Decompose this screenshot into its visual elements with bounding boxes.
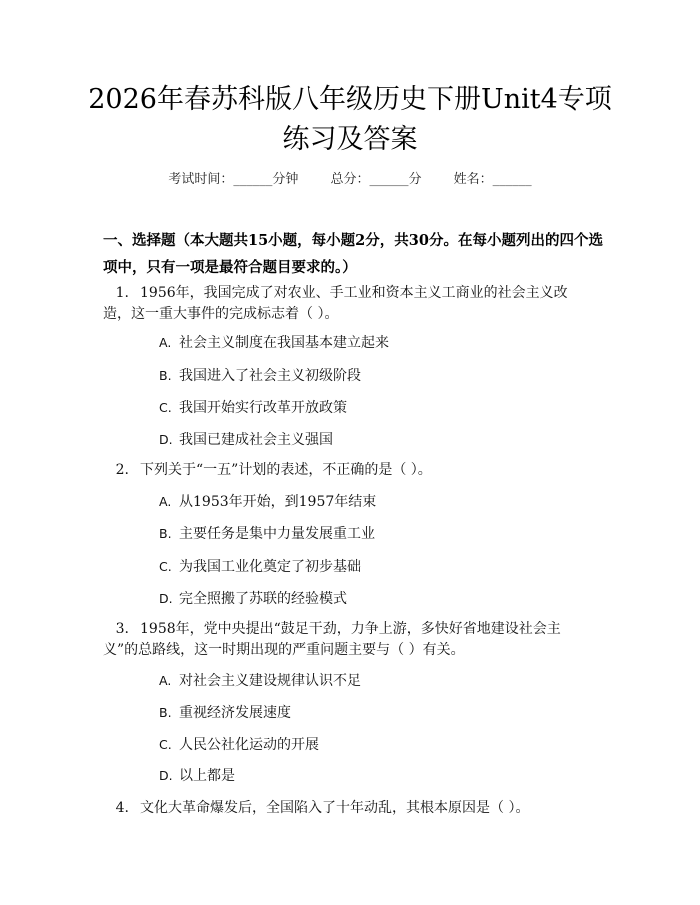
question-number: 3. xyxy=(115,621,129,637)
option-letter: A. xyxy=(159,673,172,688)
question-number: 1. xyxy=(115,285,129,301)
question-1-option-c xyxy=(159,398,347,418)
option-text: 完全照搬了苏联的经验模式 xyxy=(179,591,347,607)
option-letter: A. xyxy=(159,494,172,509)
option-text: 我国进入了社会主义初级阶段 xyxy=(179,368,361,384)
option-text: 社会主义制度在我国基本建立起来 xyxy=(179,335,389,351)
exam-time-field: 考试时间：______分钟 xyxy=(168,172,299,187)
question-number: 4. xyxy=(115,800,129,816)
option-text: 对社会主义建设规律认识不足 xyxy=(179,673,361,689)
section-heading-line-2: 项中，只有一项是最符合题目要求的。） xyxy=(103,259,357,276)
option-text: 从1953年开始，到1957年结束 xyxy=(179,494,377,510)
option-text: 以上都是 xyxy=(179,768,235,784)
title-line-1: 2026年春苏科版八年级历史下册Unit4专项 xyxy=(88,84,612,115)
option-text: 人民公社化运动的开展 xyxy=(179,737,319,753)
question-2-stem xyxy=(103,457,603,484)
option-text: 我国已建成社会主义强国 xyxy=(179,432,333,448)
section-heading xyxy=(103,227,613,281)
option-text: 主要任务是集中力量发展重工业 xyxy=(179,526,375,542)
question-4-stem xyxy=(103,795,603,822)
question-2-option-d xyxy=(159,589,347,609)
option-letter: B. xyxy=(159,705,172,720)
question-3-option-c xyxy=(159,735,319,755)
option-letter: D. xyxy=(159,432,173,447)
page-title xyxy=(80,80,620,160)
question-1-option-d xyxy=(159,430,333,450)
total-score-field: 总分：______分 xyxy=(330,172,422,187)
option-letter: D. xyxy=(159,768,173,783)
question-text: 1956年，我国完成了对农业、手工业和资本主义工商业的社会主义改 xyxy=(140,285,568,301)
option-letter: C. xyxy=(159,559,172,574)
question-2-option-c xyxy=(159,557,361,577)
option-text: 重视经济发展速度 xyxy=(179,705,291,721)
student-name-field: 姓名：______ xyxy=(453,172,532,187)
option-letter: A. xyxy=(159,335,172,350)
question-3-option-b xyxy=(159,703,291,723)
question-text: 下列关于“一五”计划的表述，不正确的是（ ）。 xyxy=(140,462,432,478)
option-letter: D. xyxy=(159,591,173,606)
question-3-option-d xyxy=(159,766,235,786)
question-number: 2. xyxy=(115,462,129,478)
question-1-option-b xyxy=(159,366,361,386)
option-text: 我国开始实行改革开放政策 xyxy=(179,400,347,416)
option-letter: C. xyxy=(159,400,172,415)
option-text: 为我国工业化奠定了初步基础 xyxy=(179,559,361,575)
title-line-2: 练习及答案 xyxy=(282,124,418,155)
question-2-option-a xyxy=(159,492,376,512)
exam-meta xyxy=(0,168,700,187)
question-3-option-a xyxy=(159,671,361,691)
option-letter: B. xyxy=(159,368,172,383)
question-1-stem-cont: 造，这一重大事件的完成标志着（ ）。 xyxy=(103,306,339,322)
question-text: 1958年，党中央提出“鼓足干劲，力争上游，多快好省地建设社会主 xyxy=(140,621,561,637)
question-2-option-b xyxy=(159,524,375,544)
section-heading-line-1: 一、选择题（本大题共15小题，每小题2分，共30分。在每小题列出的四个选 xyxy=(103,232,603,249)
option-letter: C. xyxy=(159,737,172,752)
question-3-stem-cont: 义”的总路线，这一时期出现的严重问题主要与（ ）有关。 xyxy=(103,642,465,658)
question-1-option-a xyxy=(159,333,389,353)
question-text: 文化大革命爆发后，全国陷入了十年动乱，其根本原因是（ ）。 xyxy=(140,800,530,816)
option-letter: B. xyxy=(159,526,172,541)
